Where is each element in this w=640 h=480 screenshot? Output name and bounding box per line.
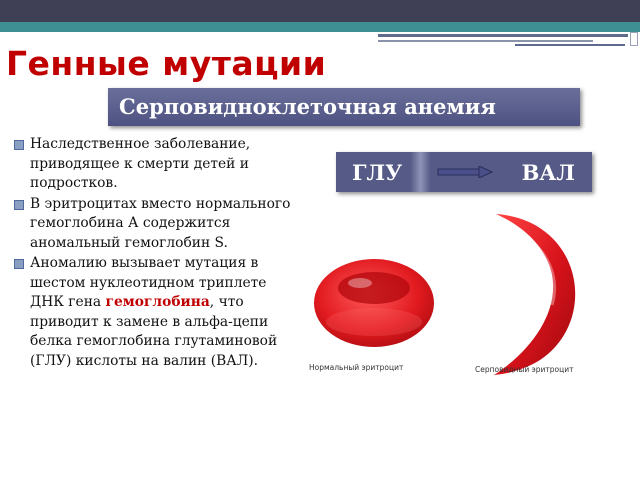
top-decor-bar	[0, 0, 640, 22]
decor-marker	[630, 32, 638, 46]
bullet-text: В эритроцитах вместо нормального гемоглобина А содержится аномальный гемоглобин S.	[30, 195, 291, 251]
subtitle-banner	[108, 88, 580, 126]
bullet-text: Наследственное заболевание, приводящее к смерти детей и подростков.	[30, 136, 251, 191]
square-bullet-icon	[14, 200, 24, 210]
highlighted-term: гемоглобина	[105, 294, 210, 310]
slide-title: Генные мутации	[6, 44, 327, 83]
bullet-item	[14, 254, 304, 371]
bullet-item	[14, 195, 304, 254]
mutation-label	[336, 152, 592, 192]
square-bullet-icon	[14, 259, 24, 269]
normal-cell-caption: Нормальный эритроцит	[309, 363, 404, 372]
bullet-text: , что приводит к замене в альфа-цепи белка гемоглобина глутаминовой (ГЛУ) кислоты на валин (ВАЛ).	[30, 294, 278, 369]
subtitle-text: Серповидноклеточная анемия	[119, 94, 496, 119]
amino-acid-to: ВАЛ	[521, 160, 575, 185]
normal-erythrocyte	[314, 259, 434, 347]
sickle-cell-caption: Серповидный эритроцит	[475, 365, 574, 374]
bullet-item	[14, 135, 304, 194]
bullet-text: Аномалию вызывает мутация в шестом нуклеотидном триплете ДНК гена	[30, 255, 267, 310]
right-arrow-icon	[437, 166, 493, 178]
square-bullet-icon	[14, 140, 24, 150]
decor-line	[515, 44, 625, 46]
sickle-erythrocyte	[494, 214, 575, 375]
accent-decor-bar	[0, 22, 640, 32]
amino-acid-from: ГЛУ	[352, 160, 403, 185]
decor-line	[378, 40, 593, 42]
decor-line	[378, 34, 628, 37]
bullet-list	[14, 135, 304, 372]
